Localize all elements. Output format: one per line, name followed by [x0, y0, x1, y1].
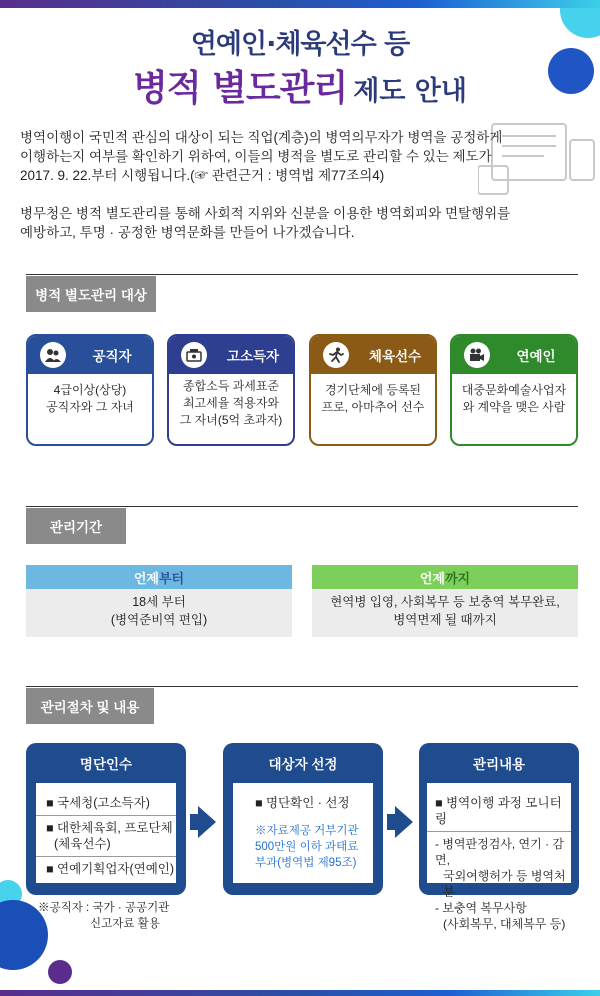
process-item: (체육선수): [54, 837, 111, 851]
process-step-receive-list: [26, 743, 186, 895]
section-tab-process: 관리절차 및 내용: [26, 688, 154, 724]
process-subitem: - 보충역 복무사항: [435, 901, 527, 915]
process-step-management: [419, 743, 579, 931]
period-to-box: [312, 565, 578, 637]
process-step-body: [427, 783, 571, 931]
process-step-title: 명단인수: [79, 757, 133, 772]
intro-paragraph-2: [20, 204, 580, 242]
decor-circle: [48, 960, 72, 984]
process-step-title: 관리내용: [472, 757, 526, 772]
card-line: 4급이상(상당): [53, 383, 127, 397]
card-line: 종합소득 과세표준: [182, 379, 280, 393]
card-description: [28, 374, 152, 416]
period-from-header: [26, 565, 292, 589]
intro-line: 병역이행이 국민적 관심의 대상이 되는 직업(계층)의 병역의무자가 병역을 공정하게: [20, 130, 503, 145]
card-label: 공직자: [92, 349, 132, 364]
flow-arrow-icon: [198, 806, 216, 838]
intro-line: 2017. 9. 22.부터 시행됩니다.(☞ 관련근거 : 병역법 제77조의4): [20, 168, 385, 183]
card-label: 연예인: [516, 349, 556, 364]
card-label: 체육선수: [368, 349, 422, 364]
process-subitem: (사회복무, 대체복무 등): [443, 917, 566, 931]
page-title-line2: [0, 60, 600, 111]
intro-line: 병무청은 병적 별도관리를 통해 사회적 지위와 신분을 이용한 병역회피와 면탈행위를: [20, 206, 511, 221]
runner-icon: [323, 342, 349, 368]
process-subitem: - 병역판정검사, 연기 · 감면,: [435, 837, 564, 867]
period-head-text: 언제: [133, 570, 159, 586]
process-step-body: [36, 783, 176, 883]
period-line: 18세 부터: [132, 595, 186, 609]
flow-arrow-icon: [395, 806, 413, 838]
period-line: 현역병 입영, 사회복무 등 보충역 복무완료,: [330, 595, 560, 609]
process-subitem: 국외여행허가 등 병역처분: [443, 869, 566, 899]
period-to-header: [312, 565, 578, 589]
period-from-box: [26, 565, 292, 637]
section-divider: [26, 274, 578, 275]
period-from-body: [26, 589, 292, 629]
card-description: [311, 374, 435, 416]
period-line: (병역준비역 편입): [110, 613, 208, 627]
period-head-emphasis: 부터: [159, 570, 185, 586]
process-note: 500만원 이하 과태료: [255, 841, 359, 853]
intro-line: 이행하는지 여부를 확인하기 위하여, 이들의 병적을 별도로 관리할 수 있는 제도가: [20, 149, 492, 164]
intro-paragraph-1: [20, 128, 576, 185]
item-separator: [427, 831, 571, 832]
period-head-text: 언제: [419, 570, 445, 586]
process-step-body: [233, 783, 373, 883]
item-separator: [36, 856, 176, 857]
money-icon: [181, 342, 207, 368]
process-item: ■ 병역이행 과정 모니터링: [435, 796, 562, 826]
page-title-line1: 연예인·체육선수 등: [190, 29, 410, 60]
card-description: [169, 374, 293, 429]
people-icon: [40, 342, 66, 368]
target-card-official: [26, 334, 154, 446]
card-line: 최고세율 적용자와: [182, 396, 280, 410]
target-card-athlete: [309, 334, 437, 446]
period-head-emphasis: 까지: [445, 570, 471, 586]
process-item: ■ 명단확인 · 선정: [255, 796, 350, 810]
title-rest: 제도 안내: [353, 76, 467, 107]
process-footnote: [38, 900, 169, 932]
bottom-gradient-bar: [0, 990, 600, 996]
section-tab-targets: 병적 별도관리 대상: [26, 276, 156, 312]
top-gradient-bar: [0, 0, 600, 8]
period-line: 병역면제 될 때까지: [393, 613, 497, 627]
target-card-high-income: [167, 334, 295, 446]
card-line: 경기단체에 등록된: [324, 383, 422, 397]
section-tab-period: 관리기간: [26, 508, 126, 544]
footnote-line: 신고자료 활용: [90, 918, 160, 930]
section-divider: [26, 506, 578, 507]
process-note: ※자료제공 거부기관: [255, 825, 359, 837]
process-item: ■ 연예기획업자(연예인): [46, 862, 175, 876]
card-header: [169, 336, 293, 374]
card-line: 대중문화예술사업자: [461, 383, 567, 397]
card-line: 그 자녀(5억 초과자): [179, 413, 283, 427]
card-header: [28, 336, 152, 374]
section-divider: [26, 686, 578, 687]
process-item: ■ 대한체육회, 프로단체: [46, 821, 173, 835]
target-card-entertainer: [450, 334, 578, 446]
footnote-line: ※공직자 : 국가 · 공공기관: [38, 902, 170, 914]
item-separator: [36, 815, 176, 816]
title-emphasis: 병적 별도관리: [133, 68, 348, 109]
process-note: 부과(병역법 제95조): [255, 857, 357, 869]
card-header: [311, 336, 435, 374]
card-line: 와 계약을 맺은 사람: [462, 400, 566, 414]
intro-line: 예방하고, 투명 · 공정한 병역문화를 만들어 나가겠습니다.: [20, 225, 355, 240]
process-step-title: 대상자 선정: [268, 757, 338, 772]
card-line: 프로, 아마추어 선수: [321, 400, 425, 414]
camera-icon: [464, 342, 490, 368]
card-label: 고소득자: [226, 349, 280, 364]
period-to-body: [312, 589, 578, 629]
process-item: ■ 국세청(고소득자): [46, 796, 150, 810]
process-step-select-targets: [223, 743, 383, 895]
card-line: 공직자와 그 자녀: [46, 400, 134, 414]
card-description: [452, 374, 576, 416]
card-header: [452, 336, 576, 374]
